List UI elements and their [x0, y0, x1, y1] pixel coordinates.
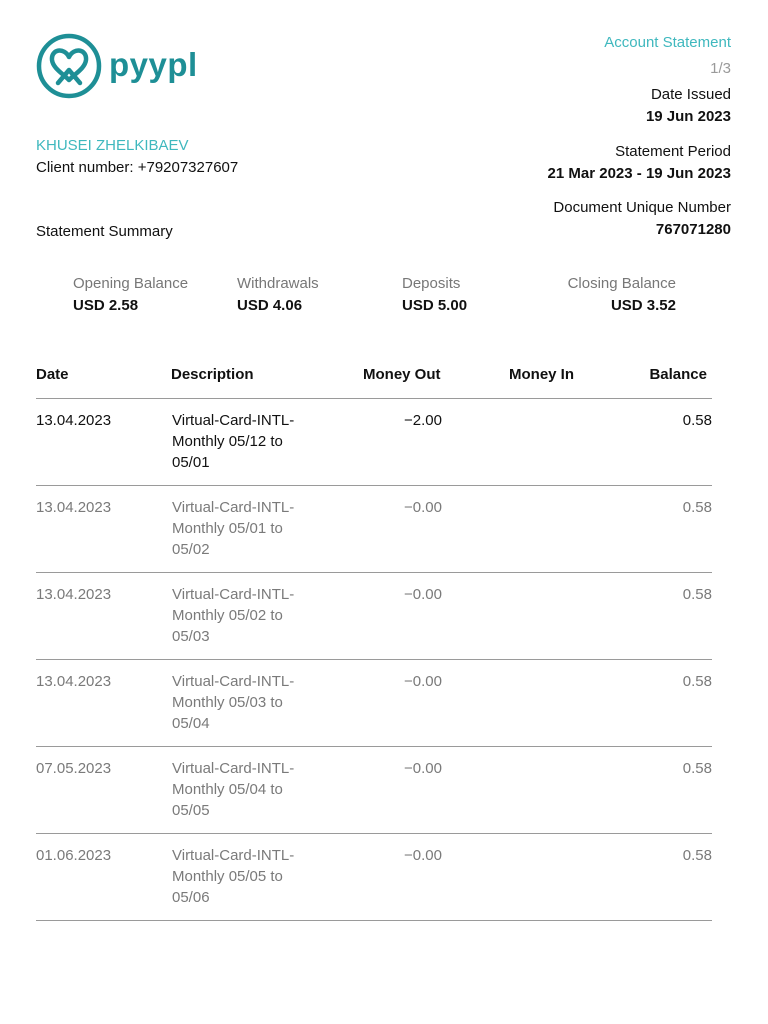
row-description-line: 05/06	[172, 889, 210, 906]
row-description-line: Monthly 05/02 to	[172, 607, 283, 624]
row-description-line: Virtual-Card-INTL-	[172, 673, 295, 690]
row-money-out: −0.00	[404, 499, 442, 516]
row-money-out: −0.00	[404, 586, 442, 603]
row-description-line: Monthly 05/12 to	[172, 433, 283, 450]
table-row	[36, 834, 712, 921]
closing-balance-value: USD 3.52	[610, 297, 676, 314]
client-name: KHUSEI ZHELKIBAEV	[36, 137, 189, 154]
row-description-line: Virtual-Card-INTL-	[172, 499, 295, 516]
date-issued-label: Date Issued	[650, 86, 731, 103]
row-description	[172, 584, 322, 647]
deposits-value: USD 5.00	[402, 297, 468, 314]
row-description-line: Monthly 05/01 to	[172, 520, 283, 537]
row-date: 07.05.2023	[36, 760, 112, 777]
row-description-line: 05/02	[172, 541, 210, 558]
column-header-balance: Balance	[649, 366, 707, 383]
row-description-line: Monthly 05/05 to	[172, 868, 283, 885]
row-date: 13.04.2023	[36, 412, 112, 429]
row-description-line: Virtual-Card-INTL-	[172, 586, 295, 603]
row-date: 13.04.2023	[36, 673, 112, 690]
statement-period-label: Statement Period	[615, 143, 731, 160]
date-issued-value: 19 Jun 2023	[645, 108, 731, 125]
table-row	[36, 660, 712, 747]
row-description-line: 05/03	[172, 628, 210, 645]
column-header-money-out: Money Out	[363, 366, 441, 383]
table-row	[36, 573, 712, 660]
row-description-line: Monthly 05/04 to	[172, 781, 283, 798]
document-type: Account Statement	[604, 34, 731, 51]
closing-balance-label: Closing Balance	[567, 275, 676, 292]
row-divider	[36, 920, 712, 921]
row-description-line: 05/04	[172, 715, 210, 732]
row-date: 01.06.2023	[36, 847, 112, 864]
row-date: 13.04.2023	[36, 586, 112, 603]
page-indicator: 1/3	[710, 60, 731, 77]
row-description-line: 05/01	[172, 454, 210, 471]
withdrawals-label: Withdrawals	[237, 275, 319, 292]
brand-logo	[36, 33, 198, 99]
column-header-date: Date	[36, 366, 69, 383]
table-row	[36, 399, 712, 486]
row-description-line: 05/05	[172, 802, 210, 819]
client-number: Client number: +79207327607	[36, 159, 239, 176]
row-balance: 0.58	[682, 760, 712, 777]
opening-balance-value: USD 2.58	[73, 297, 139, 314]
statement-period-value: 21 Mar 2023 - 19 Jun 2023	[547, 165, 731, 182]
table-row	[36, 747, 712, 834]
opening-balance-label: Opening Balance	[73, 275, 189, 292]
row-balance: 0.58	[682, 673, 712, 690]
column-header-money-in: Money In	[509, 366, 575, 383]
brand-name: pyypl	[109, 45, 198, 83]
row-balance: 0.58	[682, 499, 712, 516]
row-description-line: Virtual-Card-INTL-	[172, 847, 295, 864]
column-header-description: Description	[171, 366, 254, 383]
document-number-value: 767071280	[655, 221, 731, 238]
row-money-out: −0.00	[404, 673, 442, 690]
table-row	[36, 486, 712, 573]
deposits-label: Deposits	[402, 275, 461, 292]
document-number-label: Document Unique Number	[553, 199, 731, 216]
row-description-line: Virtual-Card-INTL-	[172, 760, 295, 777]
row-balance: 0.58	[682, 412, 712, 429]
pyypl-logo-icon	[36, 33, 102, 99]
row-description-line: Virtual-Card-INTL-	[172, 412, 295, 429]
row-description-line: Monthly 05/03 to	[172, 694, 283, 711]
row-date: 13.04.2023	[36, 499, 112, 516]
row-money-out: −2.00	[404, 412, 442, 429]
row-description	[172, 410, 322, 473]
row-balance: 0.58	[682, 847, 712, 864]
row-description	[172, 671, 322, 734]
row-description	[172, 845, 322, 908]
row-money-out: −0.00	[404, 847, 442, 864]
row-money-out: −0.00	[404, 760, 442, 777]
withdrawals-value: USD 4.06	[237, 297, 303, 314]
row-description	[172, 758, 322, 821]
row-balance: 0.58	[682, 586, 712, 603]
row-description	[172, 497, 322, 560]
statement-summary-title: Statement Summary	[36, 223, 173, 240]
